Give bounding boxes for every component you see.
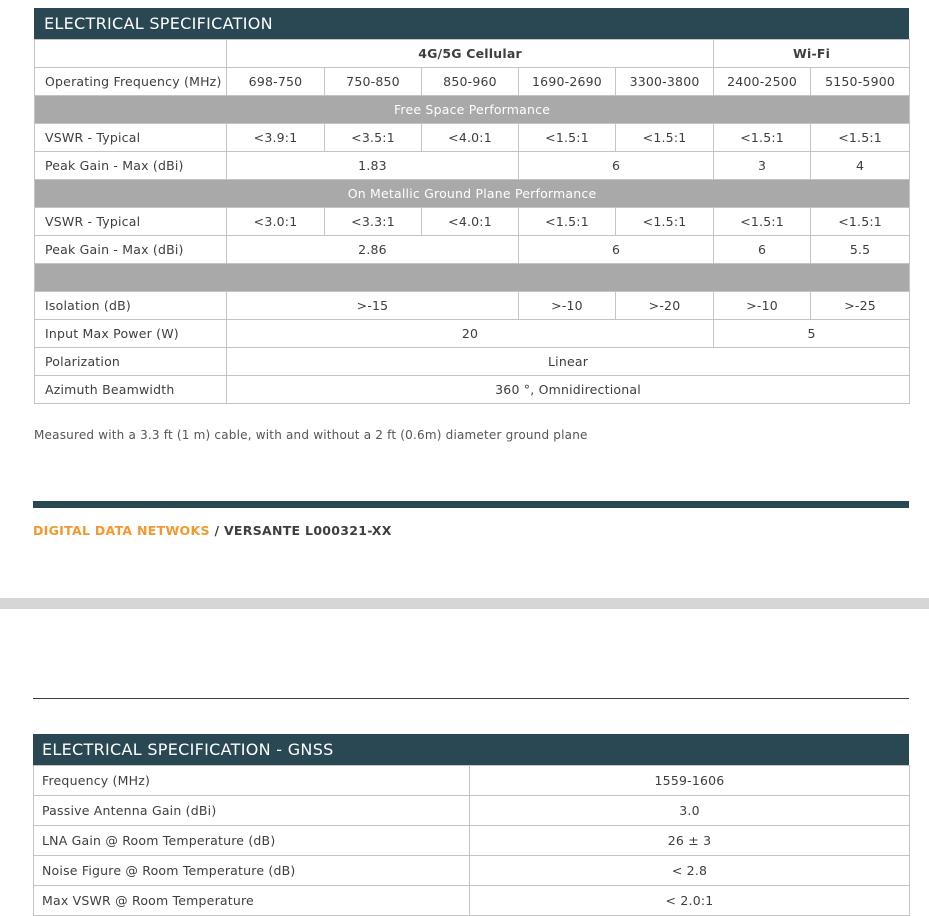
section-title-text: ELECTRICAL SPECIFICATION (44, 14, 273, 33)
freq-cell: 1690-2690 (519, 68, 616, 96)
isolation-cell: >-20 (616, 292, 714, 320)
freq-cell: 2400-2500 (714, 68, 811, 96)
gain-cell: 1.83 (227, 152, 519, 180)
ground-plane-gain-row (35, 236, 910, 264)
gain-cell: 3 (714, 152, 811, 180)
gnss-row-label: Passive Antenna Gain (dBi) (34, 796, 470, 826)
measurement-note: Measured with a 3.3 ft (1 m) cable, with and without a 2 ft (0.6m) diameter ground plane (34, 428, 588, 442)
frequency-row (35, 68, 910, 96)
gnss-section-title (33, 734, 909, 765)
gain-cell: 6 (519, 152, 714, 180)
row-label: Polarization (35, 348, 227, 376)
power-cell: 5 (714, 320, 910, 348)
empty-band (35, 264, 910, 292)
vswr-cell: <1.5:1 (519, 208, 616, 236)
page-divider (0, 598, 929, 609)
gnss-row (34, 826, 910, 856)
gnss-row (34, 856, 910, 886)
beamwidth-row (35, 376, 910, 404)
isolation-cell: >-10 (714, 292, 811, 320)
corner-cell (35, 40, 227, 68)
gnss-row (34, 766, 910, 796)
electrical-spec-table (34, 39, 910, 404)
gnss-row-value: 1559-1606 (470, 766, 910, 796)
power-cell: 20 (227, 320, 714, 348)
row-label: Peak Gain - Max (dBi) (35, 152, 227, 180)
freq-cell: 3300-3800 (616, 68, 714, 96)
gain-cell: 6 (519, 236, 714, 264)
page-top-rule (33, 698, 909, 699)
ground-plane-title: On Metallic Ground Plane Performance (35, 180, 910, 208)
wifi-group-header: Wi-Fi (714, 40, 910, 68)
vswr-cell: <1.5:1 (616, 124, 714, 152)
row-label: Input Max Power (W) (35, 320, 227, 348)
gnss-title-text: ELECTRICAL SPECIFICATION - GNSS (42, 740, 334, 759)
gnss-row-label: LNA Gain @ Room Temperature (dB) (34, 826, 470, 856)
free-space-vswr-row (35, 124, 910, 152)
input-power-row (35, 320, 910, 348)
gain-cell: 5.5 (811, 236, 910, 264)
isolation-row (35, 292, 910, 320)
row-label: Azimuth Beamwidth (35, 376, 227, 404)
beamwidth-cell: 360 °, Omnidirectional (227, 376, 910, 404)
section-title (34, 8, 909, 39)
vswr-cell: <3.0:1 (227, 208, 325, 236)
cellular-group-header: 4G/5G Cellular (227, 40, 714, 68)
product-name: / VERSANTE L000321-XX (214, 523, 392, 538)
footer-breadcrumb (33, 523, 392, 538)
vswr-cell: <3.5:1 (325, 124, 422, 152)
vswr-cell: <1.5:1 (519, 124, 616, 152)
empty-band-cell (35, 264, 910, 292)
row-label: Peak Gain - Max (dBi) (35, 236, 227, 264)
vswr-cell: <1.5:1 (616, 208, 714, 236)
isolation-cell: >-10 (519, 292, 616, 320)
footer-rule (33, 501, 909, 508)
free-space-gain-row (35, 152, 910, 180)
ground-plane-vswr-row (35, 208, 910, 236)
row-label: Isolation (dB) (35, 292, 227, 320)
free-space-band (35, 96, 910, 124)
brand-link[interactable]: DIGITAL DATA NETWOKS (33, 523, 210, 538)
gnss-row (34, 796, 910, 826)
gnss-row-value: 26 ± 3 (470, 826, 910, 856)
gnss-row-label: Noise Figure @ Room Temperature (dB) (34, 856, 470, 886)
gnss-row-value: < 2.0:1 (470, 886, 910, 916)
row-label: Operating Frequency (MHz) (35, 68, 227, 96)
free-space-title: Free Space Performance (35, 96, 910, 124)
vswr-cell: <1.5:1 (714, 208, 811, 236)
ground-plane-band (35, 180, 910, 208)
row-label: VSWR - Typical (35, 208, 227, 236)
freq-cell: 750-850 (325, 68, 422, 96)
gain-cell: 6 (714, 236, 811, 264)
gnss-row-value: < 2.8 (470, 856, 910, 886)
polarization-row (35, 348, 910, 376)
gnss-spec-table (33, 765, 910, 916)
freq-cell: 698-750 (227, 68, 325, 96)
vswr-cell: <4.0:1 (422, 124, 519, 152)
vswr-cell: <3.9:1 (227, 124, 325, 152)
vswr-cell: <1.5:1 (811, 124, 910, 152)
polarization-cell: Linear (227, 348, 910, 376)
gnss-row-value: 3.0 (470, 796, 910, 826)
freq-cell: 5150-5900 (811, 68, 910, 96)
gain-cell: 4 (811, 152, 910, 180)
isolation-cell: >-25 (811, 292, 910, 320)
gain-cell: 2.86 (227, 236, 519, 264)
gnss-row-label: Max VSWR @ Room Temperature (34, 886, 470, 916)
freq-cell: 850-960 (422, 68, 519, 96)
gnss-row (34, 886, 910, 916)
isolation-cell: >-15 (227, 292, 519, 320)
vswr-cell: <1.5:1 (714, 124, 811, 152)
row-label: VSWR - Typical (35, 124, 227, 152)
vswr-cell: <1.5:1 (811, 208, 910, 236)
gnss-row-label: Frequency (MHz) (34, 766, 470, 796)
band-group-row (35, 40, 910, 68)
vswr-cell: <3.3:1 (325, 208, 422, 236)
vswr-cell: <4.0:1 (422, 208, 519, 236)
